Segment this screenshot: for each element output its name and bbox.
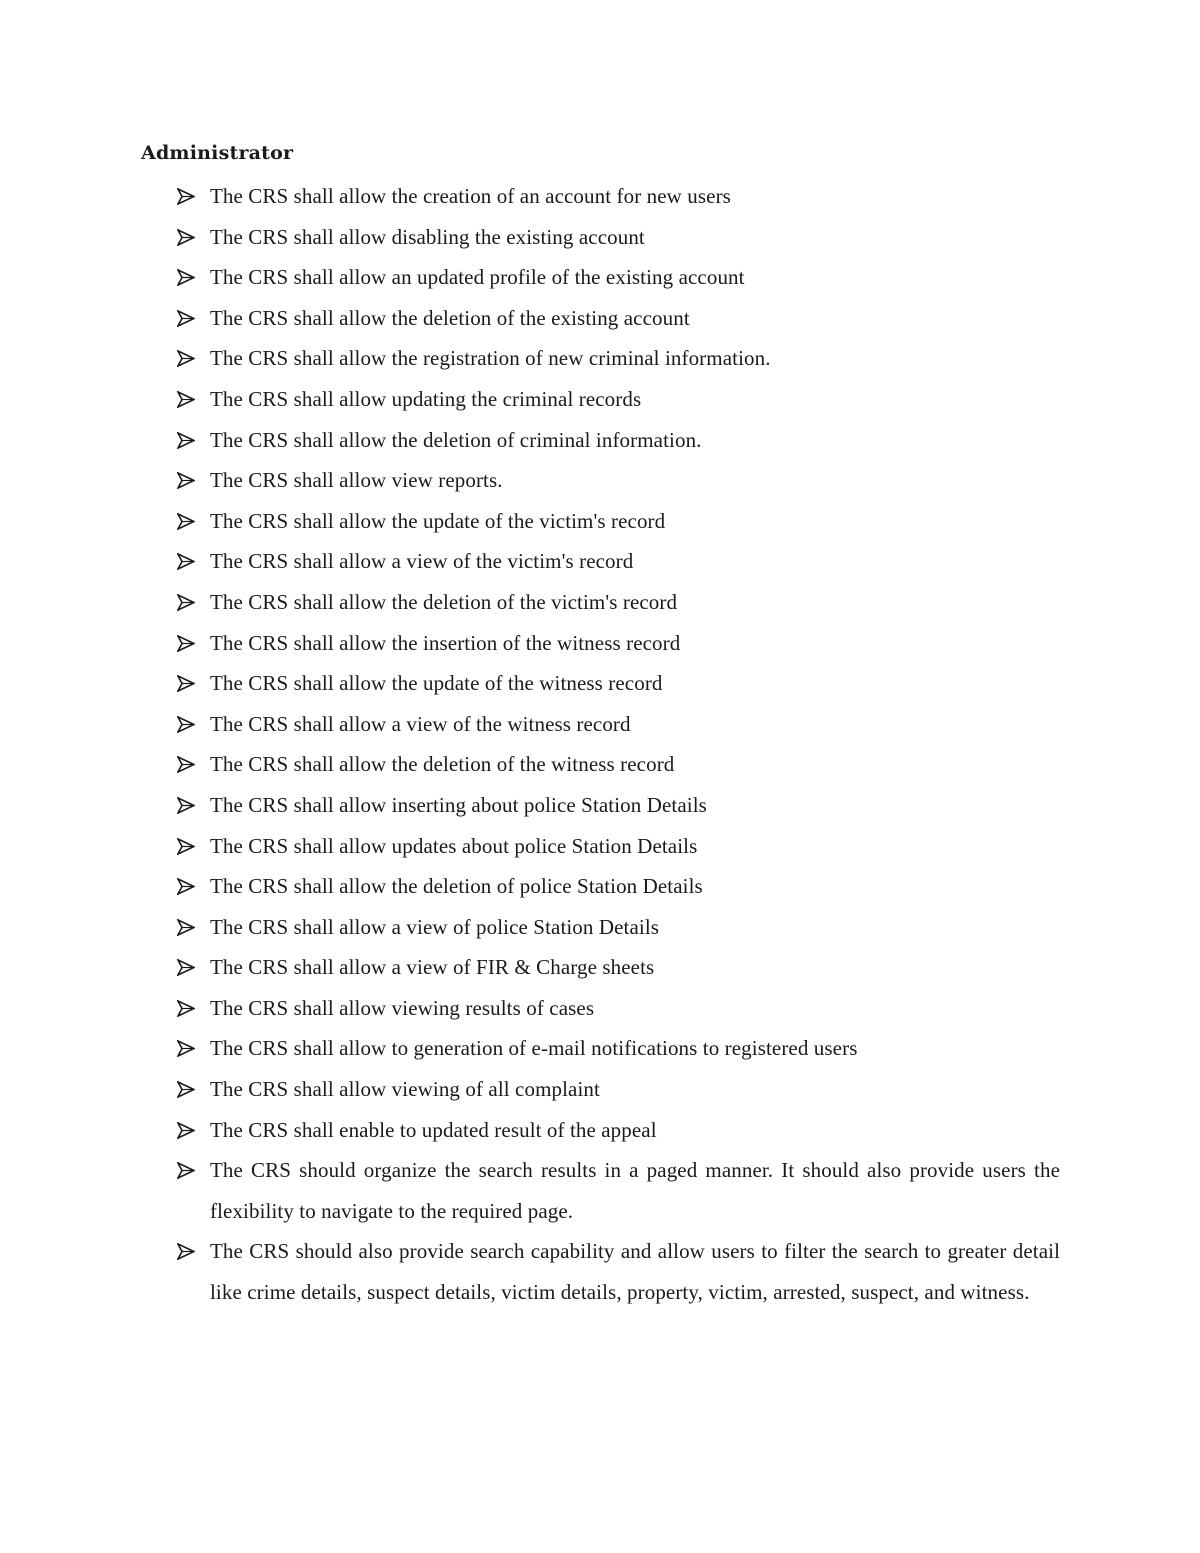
list-item — [176, 460, 1060, 501]
arrow-bullet-icon — [176, 541, 210, 582]
list-item — [176, 217, 1060, 258]
requirement-text: The CRS shall allow view reports. — [210, 468, 503, 493]
requirement-text: The CRS shall allow the deletion of the existing account — [210, 305, 690, 330]
list-item — [176, 420, 1060, 461]
requirement-text: The CRS shall allow updating the criminal records — [210, 386, 642, 411]
arrow-bullet-icon — [176, 866, 210, 907]
list-item — [176, 1028, 1060, 1069]
arrow-bullet-icon — [176, 663, 210, 704]
list-item — [176, 1069, 1060, 1110]
requirement-text: The CRS shall allow an updated profile of the existing account — [210, 265, 745, 290]
list-item — [176, 744, 1060, 785]
requirement-text: The CRS shall allow the deletion of the witness record — [210, 752, 675, 777]
arrow-bullet-icon — [176, 1231, 210, 1272]
list-item — [176, 704, 1060, 745]
requirement-text: The CRS shall allow to generation of e-mail notifications to registered users — [210, 1036, 858, 1061]
arrow-bullet-icon — [176, 1028, 210, 1069]
section-heading: Administrator — [141, 142, 294, 164]
requirement-text: The CRS shall allow the update of the witness record — [210, 671, 663, 696]
list-item — [176, 663, 1060, 704]
list-item — [176, 1150, 1060, 1231]
requirement-text: The CRS shall allow a view of the victim's record — [210, 549, 634, 574]
arrow-bullet-icon — [176, 907, 210, 948]
arrow-bullet-icon — [176, 1069, 210, 1110]
requirement-text: The CRS shall allow a view of the witness record — [210, 711, 631, 736]
arrow-bullet-icon — [176, 420, 210, 461]
arrow-bullet-icon — [176, 379, 210, 420]
requirement-text: The CRS shall allow the deletion of criminal information. — [210, 427, 702, 452]
arrow-bullet-icon — [176, 460, 210, 501]
list-item — [176, 257, 1060, 298]
requirement-text: The CRS shall allow updates about police Station Details — [210, 833, 698, 858]
requirement-text: The CRS shall allow viewing of all complaint — [210, 1077, 600, 1102]
requirement-text: The CRS shall allow the insertion of the witness record — [210, 630, 681, 655]
requirement-text: The CRS shall allow viewing results of cases — [210, 995, 595, 1020]
arrow-bullet-icon — [176, 785, 210, 826]
requirement-text: The CRS shall enable to updated result of the appeal — [210, 1117, 657, 1142]
arrow-bullet-icon — [176, 947, 210, 988]
requirement-text: The CRS should also provide search capability and allow users to filter the search to greater detail like crime details, suspect details, victim details, property, victim, arrested, suspect, and witness. — [210, 1239, 1060, 1305]
arrow-bullet-icon — [176, 217, 210, 258]
requirement-text: The CRS shall allow the update of the victim's record — [210, 508, 666, 533]
requirement-text: The CRS shall allow inserting about police Station Details — [210, 792, 707, 817]
arrow-bullet-icon — [176, 1110, 210, 1151]
arrow-bullet-icon — [176, 257, 210, 298]
list-item — [176, 501, 1060, 542]
requirement-text: The CRS shall allow the deletion of police Station Details — [210, 874, 703, 899]
arrow-bullet-icon — [176, 1150, 210, 1191]
arrow-bullet-icon — [176, 826, 210, 867]
list-item — [176, 866, 1060, 907]
list-item — [176, 338, 1060, 379]
list-item — [176, 907, 1060, 948]
list-item — [176, 826, 1060, 867]
requirement-text: The CRS shall allow a view of police Station Details — [210, 914, 660, 939]
list-item — [176, 298, 1060, 339]
arrow-bullet-icon — [176, 298, 210, 339]
requirement-text: The CRS should organize the search results in a paged manner. It should also provide users the flexibility to navigate to the required page. — [210, 1158, 1060, 1223]
requirement-text: The CRS shall allow the deletion of the victim's record — [210, 589, 678, 614]
requirement-text: The CRS shall allow disabling the existing account — [210, 224, 645, 249]
list-item — [176, 623, 1060, 664]
arrow-bullet-icon — [176, 338, 210, 379]
list-item — [176, 785, 1060, 826]
requirement-text: The CRS shall allow the creation of an account for new users — [210, 184, 731, 208]
arrow-bullet-icon — [176, 501, 210, 542]
arrow-bullet-icon — [176, 623, 210, 664]
requirements-list — [176, 176, 1060, 1313]
arrow-bullet-icon — [176, 582, 210, 623]
arrow-bullet-icon — [176, 744, 210, 785]
requirement-text: The CRS shall allow the registration of new criminal information. — [210, 346, 771, 371]
list-item — [176, 1110, 1060, 1151]
list-item — [176, 541, 1060, 582]
arrow-bullet-icon — [176, 176, 210, 217]
list-item — [176, 988, 1060, 1029]
list-item — [176, 582, 1060, 623]
list-item — [176, 1231, 1060, 1312]
list-item — [176, 379, 1060, 420]
arrow-bullet-icon — [176, 988, 210, 1029]
list-item — [176, 947, 1060, 988]
arrow-bullet-icon — [176, 704, 210, 745]
list-item — [176, 176, 1060, 217]
requirement-text: The CRS shall allow a view of FIR & Charge sheets — [210, 955, 655, 980]
